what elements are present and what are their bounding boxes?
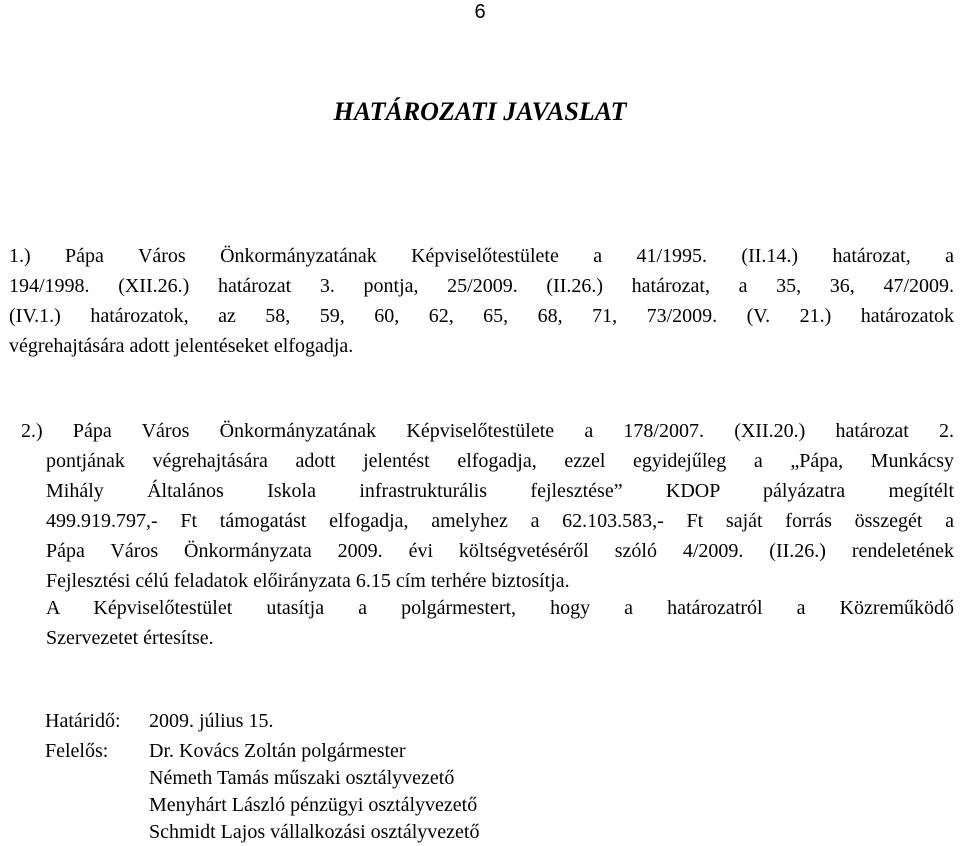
- paragraph-line: Szervezetet értesítse.: [46, 627, 214, 649]
- paragraph-line: Pápa Város Önkormányzata 2009. évi költségvetéséről szóló 4/2009. (II.26.) rendeletének: [46, 540, 954, 562]
- paragraph-line: 499.919.797,- Ft támogatást elfogadja, amelyhez a 62.103.583,- Ft saját forrás összegét a: [46, 510, 954, 532]
- paragraph-line: 194/1998. (XII.26.) határozat 3. pontja, 25/2009. (II.26.) határozat, a 35, 36, 47/2009.: [9, 275, 954, 297]
- responsible-person: Menyhárt László pénzügyi osztályvezető: [149, 794, 478, 816]
- paragraph-line: Fejlesztési célú feladatok előirányzata 6.15 cím terhére biztosítja.: [46, 570, 570, 592]
- paragraph-line: 2.) Pápa Város Önkormányzatának Képviselőtestülete a 178/2007. (XII.20.) határozat 2.: [21, 420, 954, 442]
- deadline-value: 2009. július 15.: [149, 710, 274, 732]
- resolution-paragraph-1: [9, 241, 954, 361]
- page-number: 6: [474, 1, 486, 23]
- paragraph-line: Mihály Általános Iskola infrastrukturális fejlesztése” KDOP pályázatra megítélt: [46, 480, 954, 502]
- paragraph-line: 1.) Pápa Város Önkormányzatának Képviselőtestülete a 41/1995. (II.14.) határozat, a: [9, 245, 954, 267]
- responsible-person: Schmidt Lajos vállalkozási osztályvezető: [149, 821, 480, 843]
- responsible-label: Felelős:: [45, 740, 109, 762]
- resolution-paragraph-2: [9, 416, 954, 596]
- responsible-person: Dr. Kovács Zoltán polgármester: [149, 740, 406, 762]
- document-title: HATÁROZATI JAVASLAT: [333, 97, 627, 126]
- paragraph-line: végrehajtására adott jelentéseket elfogadja.: [9, 335, 354, 357]
- paragraph-line: pontjának végrehajtására adott jelentést elfogadja, ezzel egyidejűleg a „Pápa, Munkácsy: [46, 450, 954, 472]
- paragraph-line: (IV.1.) határozatok, az 58, 59, 60, 62, 65, 68, 71, 73/2009. (V. 21.) határozatok: [9, 305, 954, 327]
- responsible-person: Németh Tamás műszaki osztályvezető: [149, 767, 455, 789]
- deadline-label: Határidő:: [45, 710, 121, 732]
- paragraph-line: A Képviselőtestület utasítja a polgármestert, hogy a határozatról a Közreműködő: [46, 597, 954, 619]
- resolution-paragraph-3: [9, 593, 954, 653]
